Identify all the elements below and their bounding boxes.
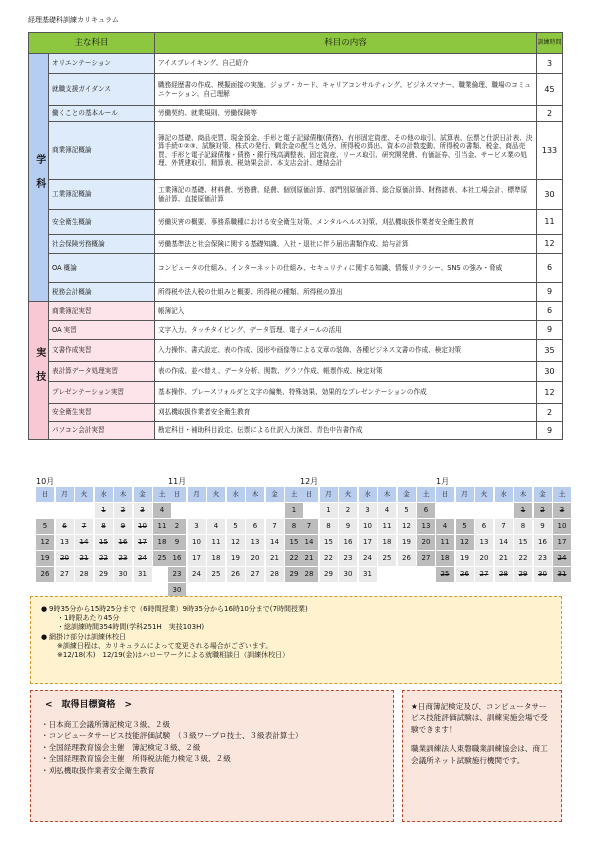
weekday-header: 木 xyxy=(514,487,532,502)
calendar-day: 20 xyxy=(475,551,493,566)
calendar-day: 12 xyxy=(456,535,474,550)
calendar-day: 12 xyxy=(227,535,245,550)
calendar-day: 31 xyxy=(359,567,377,582)
subject-content: 帳簿記入 xyxy=(155,302,537,321)
subject-name: 工業簿記概論 xyxy=(49,180,155,210)
weekday-header: 水 xyxy=(227,487,245,502)
calendar-day: 4 xyxy=(436,519,454,534)
qualification-item: ・全国経理教育協会主催 所得税法能力検定３級、２級 xyxy=(41,754,231,764)
calendar-blank xyxy=(75,503,93,518)
training-hours: 11 xyxy=(537,210,563,235)
calendar-day: 30 xyxy=(168,583,186,598)
header-content: 科目の内容 xyxy=(155,33,537,54)
calendar-day: 24 xyxy=(134,551,152,566)
calendar-day: 12 xyxy=(36,535,54,550)
calendar-day: 1 xyxy=(285,503,303,518)
calendar-month xyxy=(300,477,435,582)
calendar-day: 1 xyxy=(320,503,338,518)
calendar-day: 27 xyxy=(246,567,264,582)
calendar-month xyxy=(36,477,171,582)
calendar-day: 8 xyxy=(320,519,338,534)
calendar-day: 2 xyxy=(534,503,552,518)
calendar-day: 8 xyxy=(514,519,532,534)
weekday-header: 土 xyxy=(285,487,303,502)
calendar-day: 17 xyxy=(134,535,152,550)
subject-name: パソコン会計実習 xyxy=(49,422,155,440)
note-schedule-change: ※訓練日程は、カリキュラムによって変更される場合がございます。 xyxy=(57,641,273,650)
subject-name: 文書作成実習 xyxy=(49,340,155,362)
table-row xyxy=(29,106,563,122)
calendar-day: 5 xyxy=(227,519,245,534)
calendar-day: 16 xyxy=(114,535,132,550)
weekday-header: 金 xyxy=(534,487,552,502)
calendar-day: 20 xyxy=(246,551,264,566)
weekday-header: 水 xyxy=(495,487,513,502)
calendar-day: 4 xyxy=(378,503,396,518)
calendar-day: 29 xyxy=(95,567,113,582)
calendar-blank xyxy=(36,503,54,518)
calendar-day: 28 xyxy=(300,567,318,582)
qualifications-title: < 取得目標資格 > xyxy=(45,700,133,710)
calendar-blank xyxy=(246,503,264,518)
training-hours: 45 xyxy=(537,74,563,106)
schedule-notes xyxy=(30,596,562,684)
calendar-day: 4 xyxy=(207,519,225,534)
calendar-day: 22 xyxy=(514,551,532,566)
subject-content: 勘定科目・補助科目設定、伝票による仕訳入力演習、青色申告書作成 xyxy=(155,422,537,440)
training-hours: 2 xyxy=(537,106,563,122)
calendar-day: 28 xyxy=(495,567,513,582)
calendar-day: 22 xyxy=(285,551,303,566)
calendar-blank xyxy=(168,503,186,518)
calendar-day: 14 xyxy=(495,535,513,550)
subject-content: 簿記の基礎、商品売買、現金預金、手形と電子記録債権(債務)、有形固定資産、その他の取引、試算表、伝票と仕訳日計表、決算手続①②③、試験対策、株式の発行、剰余金の配当と処分、所得税の算出、資本の計数変動、所得税の書類、税金、商品売買、手形と電子記録債権・債務・銀行残高調整表、固定資産、リース取引、研究開発費、有価証券、引当金、サービス業の処理、外貨建取引、精算表、税効果会計、本支店会計、連結会計 xyxy=(155,122,537,180)
calendar-month-label: 11月 xyxy=(168,477,187,486)
training-hours: 6 xyxy=(537,302,563,321)
subject-name: 表計算データ処理実習 xyxy=(49,362,155,382)
weekday-header: 水 xyxy=(95,487,113,502)
calendar-day: 31 xyxy=(553,567,571,582)
weekday-header: 金 xyxy=(398,487,416,502)
calendar-day: 2 xyxy=(168,519,186,534)
subject-content: 刈払機取扱作業者安全衛生教育 xyxy=(155,404,537,422)
calendar-day: 18 xyxy=(436,551,454,566)
table-row xyxy=(29,210,563,235)
calendar-day: 15 xyxy=(285,535,303,550)
calendar-day: 1 xyxy=(514,503,532,518)
subject-content: 労働契約、就業規則、労働保険等 xyxy=(155,106,537,122)
exam-institution-text: 職業訓練法人東磐職業訓練協会は、商工会議所ネット試験施行機関です。 xyxy=(411,744,548,765)
calendar-day: 16 xyxy=(534,535,552,550)
calendar-day: 11 xyxy=(378,519,396,534)
calendar-blank xyxy=(436,503,454,518)
subject-content: 基本操作、プレースフォルダと文字の編集、特殊効果、効果的なプレゼンテーションの作成 xyxy=(155,382,537,404)
calendar-blank xyxy=(266,503,284,518)
note-period-length: ・1時限あたり45分 xyxy=(57,614,120,623)
weekday-header: 月 xyxy=(188,487,206,502)
calendar-day: 27 xyxy=(56,567,74,582)
subject-content: 文字入力、タッチタイピング、データ管理、電子メールの活用 xyxy=(155,321,537,340)
calendar-day: 8 xyxy=(95,519,113,534)
calendar-day: 31 xyxy=(134,567,152,582)
table-row xyxy=(29,404,563,422)
calendar-day: 17 xyxy=(553,535,571,550)
calendar-day: 21 xyxy=(266,551,284,566)
subject-content: 職務経歴書の作成、模擬面接の実施、ジョブ・カード、キャリアコンサルティング、ビジネスマナー、職業倫理、職場のコミュニケーション、自己理解 xyxy=(155,74,537,106)
note-job-consultation: ※12/18(木) 12/19(金)はハローワークによる就職相談日（訓練休校日） xyxy=(57,651,290,660)
qualification-item: ・コンピュータサービス技能評価試験 （３級ワープロ技士、３級表計算士） xyxy=(41,731,303,741)
weekday-header: 火 xyxy=(75,487,93,502)
calendar-day: 29 xyxy=(285,567,303,582)
bullet-icon: ● xyxy=(41,632,48,641)
calendar-day: 15 xyxy=(514,535,532,550)
subject-name: 就職支援ガイダンス xyxy=(49,74,155,106)
calendar-day: 1 xyxy=(95,503,113,518)
calendar-day: 9 xyxy=(339,519,357,534)
subject-content: 入力操作、書式設定、表の作成、図形や画像等による文章の装飾、各種ビジネス文書の作成、検定対策 xyxy=(155,340,537,362)
calendar-day: 7 xyxy=(300,519,318,534)
calendar-day: 3 xyxy=(134,503,152,518)
calendar-day: 11 xyxy=(207,535,225,550)
weekday-header: 土 xyxy=(417,487,435,502)
weekday-header: 木 xyxy=(246,487,264,502)
weekday-header: 金 xyxy=(266,487,284,502)
calendar-day: 29 xyxy=(514,567,532,582)
subject-content: 労働災害の概要、事務系職種における安全衛生対策、メンタルヘルス対策、刈払機取扱作業者安全衛生教育 xyxy=(155,210,537,235)
calendar-blank xyxy=(456,503,474,518)
bullet-icon: ● xyxy=(41,605,48,613)
calendar-day: 19 xyxy=(456,551,474,566)
category-practice: 実技 xyxy=(29,302,49,440)
table-row xyxy=(29,382,563,404)
weekday-header: 木 xyxy=(114,487,132,502)
calendar-day: 11 xyxy=(153,519,171,534)
weekday-header: 月 xyxy=(456,487,474,502)
subject-name: 商業簿記概論 xyxy=(49,122,155,180)
calendar-day: 19 xyxy=(398,535,416,550)
calendar-day: 6 xyxy=(417,503,435,518)
qualification-item: ・日本商工会議所簿記検定３級、２級 xyxy=(41,719,171,729)
curriculum-table xyxy=(28,32,563,440)
weekday-header: 日 xyxy=(36,487,54,502)
training-hours: 12 xyxy=(537,235,563,254)
calendar-day: 4 xyxy=(153,503,171,518)
weekday-header: 土 xyxy=(153,487,171,502)
calendar-day: 11 xyxy=(436,535,454,550)
calendar-day: 6 xyxy=(475,519,493,534)
calendar-day: 27 xyxy=(417,551,435,566)
table-row xyxy=(29,422,563,440)
calendar-day: 25 xyxy=(378,551,396,566)
training-hours: 9 xyxy=(537,321,563,340)
subject-content: 表の作成、並べ替え、データ分析、関数、グラフ作成、帳票作成、検定対策 xyxy=(155,362,537,382)
training-hours: 12 xyxy=(537,382,563,404)
calendar-day: 10 xyxy=(134,519,152,534)
weekday-header: 月 xyxy=(56,487,74,502)
calendar-day: 22 xyxy=(320,551,338,566)
weekday-header: 土 xyxy=(553,487,571,502)
table-row xyxy=(29,302,563,321)
table-row xyxy=(29,362,563,382)
calendar-day: 3 xyxy=(553,503,571,518)
calendar-day: 2 xyxy=(339,503,357,518)
calendar-day: 24 xyxy=(553,551,571,566)
calendar-day: 13 xyxy=(417,519,435,534)
calendar-day: 3 xyxy=(359,503,377,518)
weekday-header: 火 xyxy=(207,487,225,502)
calendar-day: 5 xyxy=(36,519,54,534)
subject-content: 所得税や法人税の仕組みと概要、所得税の種類、所得税の算出 xyxy=(155,283,537,302)
calendar-day: 26 xyxy=(456,567,474,582)
calendar-day: 6 xyxy=(246,519,264,534)
calendar-day: 14 xyxy=(75,535,93,550)
calendar-day: 10 xyxy=(553,519,571,534)
training-hours: 30 xyxy=(537,362,563,382)
calendar-blank xyxy=(475,503,493,518)
training-hours: 30 xyxy=(537,180,563,210)
table-row xyxy=(29,235,563,254)
weekday-header: 金 xyxy=(134,487,152,502)
calendar-day: 14 xyxy=(300,535,318,550)
calendar-day: 10 xyxy=(359,519,377,534)
calendar-day: 26 xyxy=(398,551,416,566)
header-hours: 訓練時間 xyxy=(537,33,563,54)
table-row xyxy=(29,54,563,74)
calendar-month-label: 10月 xyxy=(36,477,55,486)
table-row xyxy=(29,122,563,180)
calendar-day: 9 xyxy=(534,519,552,534)
calendar-day: 24 xyxy=(188,567,206,582)
qualifications-box xyxy=(30,690,394,822)
weekday-header: 日 xyxy=(436,487,454,502)
calendar-blank xyxy=(495,503,513,518)
calendar-day: 12 xyxy=(398,519,416,534)
calendar-day: 28 xyxy=(75,567,93,582)
calendar-day: 9 xyxy=(114,519,132,534)
subject-name: 税務会計概論 xyxy=(49,283,155,302)
calendar-day: 16 xyxy=(168,551,186,566)
calendar-day: 28 xyxy=(266,567,284,582)
calendar-blank xyxy=(227,503,245,518)
calendar-day: 30 xyxy=(534,567,552,582)
category-lecture: 学科 xyxy=(29,54,49,302)
calendar-day: 2 xyxy=(114,503,132,518)
calendar-day: 18 xyxy=(153,535,171,550)
calendar-day: 24 xyxy=(359,551,377,566)
weekday-header: 日 xyxy=(300,487,318,502)
subject-content: 工業簿記の基礎、材料費、労務費、経費、個別原価計算、部門別原価計算、総合原価計算、財務諸表、本社工場会計、標準原価計算、直接原価計算 xyxy=(155,180,537,210)
subject-name: 安全衛生概論 xyxy=(49,210,155,235)
calendar-day: 16 xyxy=(339,535,357,550)
calendar-day: 21 xyxy=(495,551,513,566)
training-hours: 3 xyxy=(537,54,563,74)
subject-name: プレゼンテーション実習 xyxy=(49,382,155,404)
calendar-day: 7 xyxy=(495,519,513,534)
exam-venue-text: ★日商簿記検定及び、コンピュータサービス技能評価試験は、訓練実施会場で受験できます！ xyxy=(411,702,548,734)
weekday-header: 水 xyxy=(359,487,377,502)
table-row xyxy=(29,283,563,302)
calendar-day: 25 xyxy=(436,567,454,582)
calendar-day: 14 xyxy=(266,535,284,550)
calendar-day: 10 xyxy=(188,535,206,550)
calendar-day: 22 xyxy=(95,551,113,566)
training-hours: 35 xyxy=(537,340,563,362)
calendar-day: 5 xyxy=(456,519,474,534)
calendar-day: 30 xyxy=(114,567,132,582)
calendar-blank xyxy=(207,503,225,518)
subject-name: 働くことの基本ルール xyxy=(49,106,155,122)
calendar-day: 20 xyxy=(417,535,435,550)
qualification-item: ・刈払機取扱作業者安全衛生教育 xyxy=(41,765,155,775)
subject-name: OA 実習 xyxy=(49,321,155,340)
calendar-month-label: 12月 xyxy=(300,477,319,486)
weekday-header: 日 xyxy=(168,487,186,502)
calendar-day: 29 xyxy=(320,567,338,582)
subject-name: オリエンテーション xyxy=(49,54,155,74)
calendar-day: 23 xyxy=(534,551,552,566)
subject-name: OA 概論 xyxy=(49,254,155,283)
header-subject: 主な科目 xyxy=(29,33,155,54)
note-holidays: 網掛け部分は訓練休校日 xyxy=(49,632,126,641)
calendar-day: 21 xyxy=(300,551,318,566)
weekday-header: 月 xyxy=(320,487,338,502)
calendar-day: 17 xyxy=(188,551,206,566)
calendar-day: 13 xyxy=(56,535,74,550)
table-header-row xyxy=(29,33,563,54)
calendar-day: 25 xyxy=(207,567,225,582)
table-row xyxy=(29,321,563,340)
calendar-day: 21 xyxy=(75,551,93,566)
calendar-blank xyxy=(56,503,74,518)
calendar-day: 26 xyxy=(36,567,54,582)
calendar-blank xyxy=(188,503,206,518)
subject-name: 商業簿記実習 xyxy=(49,302,155,321)
calendar-blank xyxy=(300,503,318,518)
calendar-day: 8 xyxy=(285,519,303,534)
calendar-day: 9 xyxy=(168,535,186,550)
calendar-day: 27 xyxy=(475,567,493,582)
note-hours: 9時35分から15時25分まで（6時間授業）9時35分から16時10分まで(7時間授業) xyxy=(49,605,308,613)
calendar-day: 13 xyxy=(246,535,264,550)
calendar-month xyxy=(436,477,571,582)
calendar-day: 25 xyxy=(153,551,171,566)
table-row xyxy=(29,340,563,362)
calendar-month-label: 1月 xyxy=(436,477,450,486)
training-hours: 9 xyxy=(537,422,563,440)
calendar-day: 3 xyxy=(188,519,206,534)
table-row xyxy=(29,180,563,210)
calendar-day: 7 xyxy=(266,519,284,534)
calendar-day: 17 xyxy=(359,535,377,550)
calendar-day: 15 xyxy=(320,535,338,550)
qualification-item: ・全国経理教育協会主催 簿記検定３級、２級 xyxy=(41,742,201,752)
subject-content: 労働基準法と社会保険に関する基礎知識、入社・退社に伴う届出書類作成、給与計算 xyxy=(155,235,537,254)
document-title: 経理基礎科訓練カリキュラム xyxy=(28,16,119,24)
weekday-header: 火 xyxy=(339,487,357,502)
subject-content: アイスブレイキング、自己紹介 xyxy=(155,54,537,74)
subject-name: 社会保険労務概論 xyxy=(49,235,155,254)
training-hours: 2 xyxy=(537,404,563,422)
calendar-day: 23 xyxy=(114,551,132,566)
calendar-day: 15 xyxy=(95,535,113,550)
calendar-day: 23 xyxy=(339,551,357,566)
table-row xyxy=(29,254,563,283)
calendar-month xyxy=(168,477,303,598)
calendar-day: 6 xyxy=(56,519,74,534)
weekday-header: 火 xyxy=(475,487,493,502)
training-hours: 133 xyxy=(537,122,563,180)
weekday-header: 木 xyxy=(378,487,396,502)
calendar-day: 5 xyxy=(398,503,416,518)
exam-venue-note xyxy=(402,690,562,822)
calendar-day: 18 xyxy=(207,551,225,566)
subject-name: 安全衛生実習 xyxy=(49,404,155,422)
calendar-day: 13 xyxy=(475,535,493,550)
table-row xyxy=(29,74,563,106)
calendar-day: 23 xyxy=(168,567,186,582)
calendar-day: 20 xyxy=(56,551,74,566)
calendar-day: 18 xyxy=(378,535,396,550)
calendar-day: 30 xyxy=(339,567,357,582)
calendar-day: 7 xyxy=(75,519,93,534)
calendar-day: 19 xyxy=(36,551,54,566)
training-hours: 6 xyxy=(537,254,563,283)
subject-content: コンピュータの仕組み、インターネットの仕組み、セキュリティに関する知識、情報リテラシー、SNS の強み・脅威 xyxy=(155,254,537,283)
calendar-day: 19 xyxy=(227,551,245,566)
training-hours: 9 xyxy=(537,283,563,302)
calendar-day: 26 xyxy=(227,567,245,582)
note-total-hours: ・総訓練時間354時間(学科251H 実技103H) xyxy=(57,623,205,632)
